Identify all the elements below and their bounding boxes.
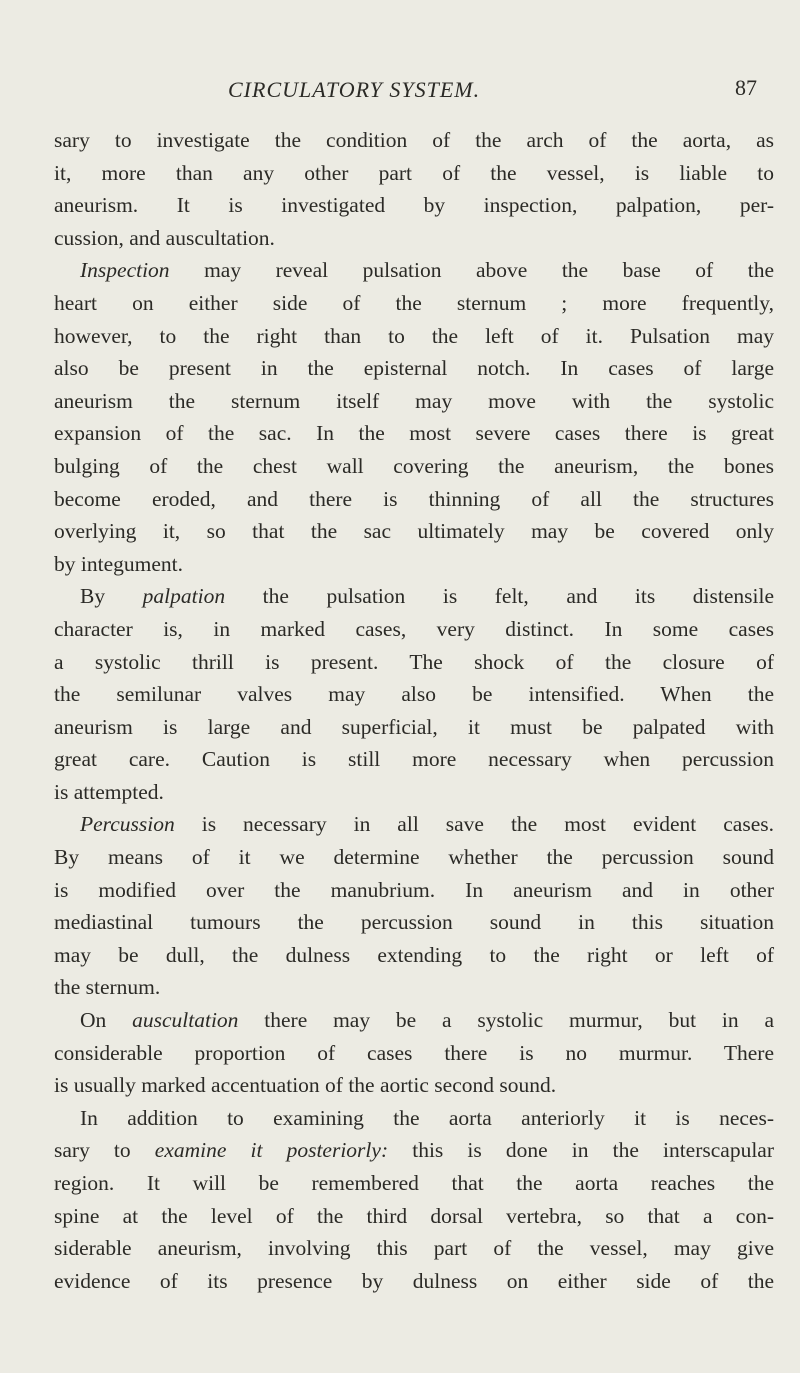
text-line (54, 1004, 774, 1037)
line-text: also be present in the episternal notch. In cases of large (54, 356, 774, 381)
text-line (54, 385, 774, 418)
text-line (54, 352, 774, 385)
text-line (54, 874, 774, 907)
line-text: mediastinal tumours the percussion sound in this situation (54, 910, 774, 935)
body-text (54, 124, 774, 1297)
text-line (54, 808, 774, 841)
line-text: is usually marked accentuation of the aortic second sound. (54, 1073, 557, 1098)
line-text: evidence of its presence by dulness on either side of the (54, 1268, 774, 1293)
text-line (54, 157, 774, 190)
text-line (54, 743, 774, 776)
line-text: the semilunar valves may also be intensified. When the (54, 682, 774, 707)
line-text: by integument. (54, 551, 183, 576)
text-line (54, 1167, 774, 1200)
line-text: it, more than any other part of the vessel, is liable to (54, 160, 774, 185)
text-line (54, 776, 774, 809)
text-line (54, 515, 774, 548)
text-line (54, 711, 774, 744)
page-number: 87 (735, 75, 757, 100)
line-text: aneurism. It is investigated by inspection, palpation, per- (54, 193, 774, 218)
line-prefix: sary to (54, 1138, 155, 1163)
line-text: character is, in marked cases, very distinct. In some cases (54, 616, 774, 641)
text-line (54, 1102, 774, 1135)
italic-term: Inspection (80, 258, 170, 283)
text-line (54, 417, 774, 450)
line-prefix: On (80, 1008, 133, 1033)
line-text: expansion of the sac. In the most severe cases there is great (54, 421, 774, 446)
running-head: CIRCULATORY SYSTEM. (228, 77, 481, 102)
line-text: this is done in the interscapular (388, 1138, 775, 1163)
italic-term: auscultation (132, 1008, 239, 1033)
text-line (54, 678, 774, 711)
text-line (54, 646, 774, 679)
text-line (54, 287, 774, 320)
line-text: aneurism the sternum itself may move with the systolic (54, 388, 774, 413)
text-line (54, 613, 774, 646)
text-line (54, 1200, 774, 1233)
text-line (54, 1037, 774, 1070)
line-text: the sternum. (54, 975, 161, 1000)
line-text: the pulsation is felt, and its distensile (225, 584, 775, 609)
line-text: By means of it we determine whether the percussion sound (54, 845, 774, 870)
italic-term: examine it posteriorly: (154, 1138, 389, 1163)
text-line (54, 548, 774, 581)
text-line (54, 906, 774, 939)
line-text: may be dull, the dulness extending to the right or left of (54, 942, 774, 967)
line-text: is modified over the manubrium. In aneurism and in other (54, 877, 774, 902)
line-text: siderable aneurism, involving this part of the vessel, may give (54, 1236, 774, 1261)
line-text: region. It will be remembered that the aorta reaches the (54, 1171, 774, 1195)
line-text: there may be a systolic murmur, but in a (238, 1008, 774, 1033)
line-text: great care. Caution is still more necessary when percussion (54, 747, 774, 772)
line-text: spine at the level of the third dorsal vertebra, so that a con- (54, 1203, 774, 1228)
line-text: aneurism is large and superficial, it must be palpated with (54, 714, 774, 739)
line-text: sary to investigate the condition of the arch of the aorta, as (54, 128, 774, 152)
line-text: may reveal pulsation above the base of the (169, 258, 774, 283)
text-line (54, 971, 774, 1004)
text-line (54, 222, 774, 255)
line-text: considerable proportion of cases there is no murmur. There (54, 1040, 774, 1065)
italic-term: palpation (142, 584, 226, 609)
line-text: bulging of the chest wall covering the aneurism, the bones (54, 453, 774, 478)
text-line (54, 1265, 774, 1298)
line-prefix: By (80, 584, 143, 609)
line-text: is necessary in all save the most evident cases. (174, 812, 774, 837)
line-text: overlying it, so that the sac ultimately may be covered only (54, 519, 774, 544)
line-text: is attempted. (54, 779, 164, 804)
line-text: cussion, and auscultation. (54, 225, 275, 250)
text-line (54, 254, 774, 287)
text-line (54, 1069, 774, 1102)
text-line (54, 939, 774, 972)
italic-term: Percussion (80, 812, 175, 837)
text-line (54, 189, 774, 222)
text-line (54, 483, 774, 516)
line-text: however, to the right than to the left of it. Pulsation may (54, 323, 774, 348)
text-line (54, 320, 774, 353)
line-text: a systolic thrill is present. The shock of the closure of (54, 649, 774, 674)
text-line (54, 1134, 774, 1167)
line-text: heart on either side of the sternum ; more frequently, (54, 290, 774, 315)
line-text: become eroded, and there is thinning of all the structures (54, 486, 774, 511)
text-line (54, 1232, 774, 1265)
text-line (54, 450, 774, 483)
text-line (54, 124, 774, 157)
line-text: In addition to examining the aorta anteriorly it is neces- (80, 1105, 774, 1130)
text-line (54, 580, 774, 613)
text-line (54, 841, 774, 874)
